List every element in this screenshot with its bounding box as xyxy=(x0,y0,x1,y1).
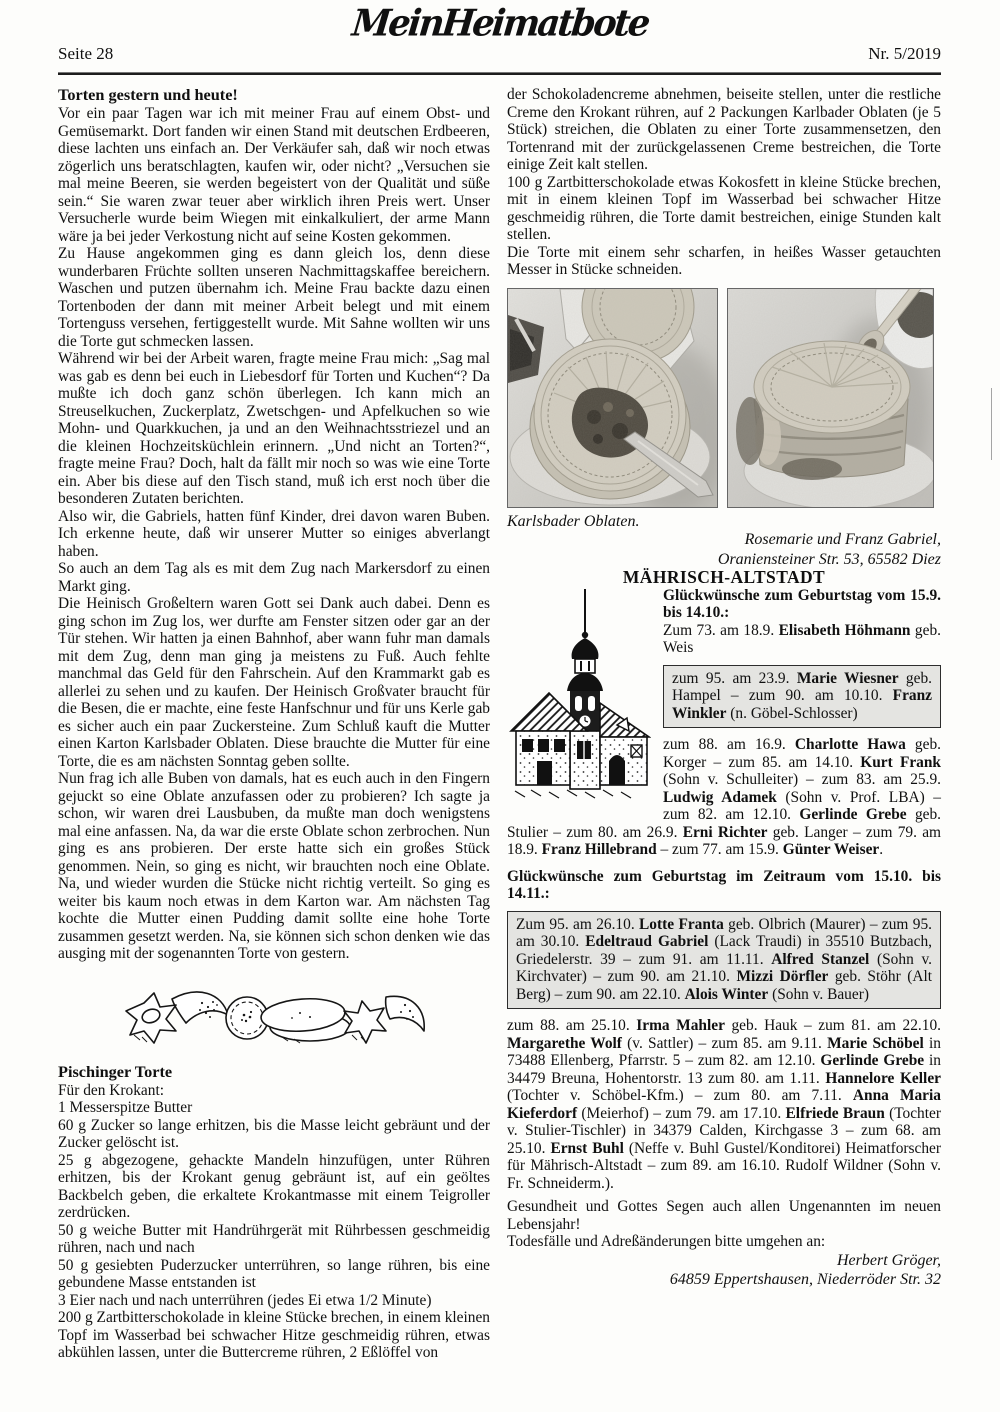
recipe-line: 50 g weiche Butter mit Handrührgerät mit Rührbessen geschmeidig rühren, nach und nach xyxy=(58,1221,490,1256)
recipe-line: 1 Messerspitze Butter xyxy=(58,1099,193,1116)
recipe-line: 3 Eier nach und nach unterrühren (jedes Ei etwa 1/2 Minute) xyxy=(58,1291,432,1309)
page-header xyxy=(58,0,941,74)
story-paragraph: Während wir bei der Arbeit waren, fragte meine Frau mich: „Sag mal was gab es denn bei euch in Liebesdorf für Torten und Kuchen“? Da mußte ich doch ganz schön überlegen. Ich kann mich an Streuselkuchen, Zuckerplatz, Zwetschgen- und Apfelkuchen so wie Mohn- und Quarkkuchen, ja und an den Weihnachtsstriezel und an die kleinen Hochzeitsküchlein erinnern. „Und nicht an Torten?“, fragte meine Frau? Doch, halt da fällt mir noch so was wie eine Torte ein. Aber bis diese auf den Tisch stand, muß ich erst noch über die besonderen Zutaten berichten. xyxy=(58,350,490,507)
photo-caption: Karlsbader Oblaten. xyxy=(507,512,640,530)
story-paragraph: Nun frag ich alle Buben von damals, hat es euch auch in den Fingern gejuckt so eine Oblate anzufassen oder zu probieren? Ich sagte ja schon, wir waren drei Lausbuben, da mußte man doch wenigstens mal eine anfassen. Na, da war die erste Oblate schon zerbrochen. Nun ging es ans probieren. Der erste hatte sich ein großes Stück genommen. Nein, so ging es nicht, wir brauchten noch eine Oblate. Na, und wieder wurden die Stücke nicht richtig verteilt. So ging es weiter bis kaum noch etwas in dem Karton war. Am nächsten Tag kochte die Mutter einen Pudding damit sollte eine hohe Torte zusammen gesetzt werden. Na, sie können sich schon denken wie das ausging mit der sogenannten Torte von gestern. xyxy=(58,770,490,962)
photo-strip xyxy=(507,288,941,508)
left-column xyxy=(58,86,490,1362)
story-body xyxy=(58,105,490,963)
two-column-body xyxy=(58,86,941,1362)
recipe-line: 50 g gesiebten Puderzucker unterrühren, so lange rühren, bis eine gebundene Masse entstanden ist xyxy=(58,1256,490,1291)
story-paragraph: Die Heinisch Großeltern waren Gott sei Dank auch dabei. Denn es ging schon im Zug los, wer durfte am Fenster sitzen oder gar an der Tür stehen. Wir hatten ja einen Bahnhof, aber wann fuhr man damals mit dem Zug, denn man ging ja meistens zu Fuß. Auch fehlte manchmal das Geld für den Fahrschein. Auf den Krammarkt gab es allerlei zu sehen und zu kaufen. Der Heinisch Großvater braucht für die Besen, die er machte, eine feste Hanfschnur und für uns Kerle gab es sicher auch ein paar Zuckersteine. Zum Schluß kauft die Mutter einen Karton Karlsbader Oblaten. Diese brauchte die Mutter für eine Torte, die es am nächsten Sonntag geben sollte. xyxy=(58,595,490,770)
recipe-paragraph: der Schokoladencreme abnehmen, beiseite stellen, unter die restliche Creme den Krokant rühren, auf 2 Packungen Karlbader Oblaten (je 5 Stück) streichen, die Oblaten zu einer Torte zusammensetzen, den Tortenrand mit der zurückgelassenen Creme bestreichen, die Torte einige Zeit kalt stellen. xyxy=(507,86,941,173)
recipe-steps xyxy=(58,1082,490,1362)
wishes-heading-1: Glückwünsche zum Geburtstag vom 15.9. bis 14.10.: xyxy=(663,586,941,621)
church-illustration xyxy=(509,589,651,807)
story-paragraph: Zu Hause angekommen ging es dann gleich los, denn diese wunderbaren Früchte sollten unseren Nachmittagskaffee bereichern. Waschen und putzen übernahm ich. Meine Frau backte dazu einen Tortenboden der dann mit meiner Arbeit belegt und mit einem Tortenguss versehen, fertiggestellt wurde. Mit Sahne wollten wir uns die Torte gut schmecken lassen. xyxy=(58,245,490,350)
highlight-box-1: zum 95. am 23.9. Marie Wiesner geb. Hampel – zum 90. am 10.10. Franz Winkler (n. Göbel-Schlosser) xyxy=(663,665,941,729)
recipe-line: 200 g Zartbitterschokolade in kleine Stücke brechen, in einem kleinen Topf im Wasserbad bei schwacher Hitze geschmeidig rühren, etwas abkühlen lassen, unter die Buttercreme rühren, 2 Eßlöffel von xyxy=(58,1309,490,1361)
wishes-heading-2: Glückwünsche zum Geburtstag im Zeitraum vom 15.10. bis 14.11.: xyxy=(507,867,941,902)
page-number: Seite 28 xyxy=(58,44,114,63)
photo-credit-address: Oraniensteiner Str. 53, 65582 Diez xyxy=(717,550,941,568)
header-rule xyxy=(58,72,941,75)
cookies-illustration xyxy=(114,975,434,1055)
story-paragraph: Vor ein paar Tagen war ich mit meiner Frau auf einem Obst- und Gemüsemarkt. Dort fanden wir einen Stand mit deutschen Erdbeeren, diese lachten uns einfach an. Der Verkäufer sah, daß wir noch etwas zögerlich uns beratschlagten, kaufen wir, oder nicht? „Versuchen sie mal meine Beeren, sie werden begeistert von der Qualität und süße sein.“ Sie waren zwar teuer aber wirklich ihren Preis wert. Unser Versucherle wurde beim Wiegen mit einkalkuliert, der arme Mann wäre ja bei jeder Verkostung nicht auf seine Kosten gekommen. xyxy=(58,105,490,245)
story-paragraph: Also wir, die Gabriels, hatten fünf Kinder, drei davon waren Buben. Ich erkenne heute, daß wir unserer Mutter so einiges abverlangt haben. xyxy=(58,507,490,560)
recipe-line: 25 g abgezogene, gehackte Mandeln hinzufügen, unter Rühren erhitzen, bis der Krokant genug gebräunt ist, auf ein geöltes Backbelch geben, die erkaltete Krokantmasse mit einem Teigroller zerdrücken. xyxy=(58,1151,490,1221)
recipe-continuation xyxy=(507,86,941,279)
scan-artifact xyxy=(991,388,992,460)
notice-text: Todesfälle und Adreßänderungen bitte umgehen an: xyxy=(507,1233,826,1250)
recipe-line: 60 g Zucker so lange erhitzen, bis die Masse leicht gebräunt und der Zucker gelöscht ist. xyxy=(58,1116,490,1151)
photo-credit-name: Rosemarie und Franz Gabriel, xyxy=(744,531,941,548)
highlight-box-2: Zum 95. am 26.10. Lotte Franta geb. Olbrich (Maurer) – zum 95. am 30.10. Edeltraud Gabriel (Lack Traudi) in 35510 Butzbach, Griedelerstr. 39 – zum 91. am 11.11. Alfred Stanzel (Sohn v. Kirchvater) – zum 90. am 21.10. Mizzi Dörfler geb. Stöhr (Alt Berg) – zum 90. am 22.10. Alois Winter (Sohn v. Bauer) xyxy=(507,911,941,1010)
blessing-text: Gesundheit und Gottes Segen auch allen Ungenannten im neuen Lebensjahr! xyxy=(507,1198,941,1233)
contact-name: Herbert Gröger, xyxy=(837,1251,941,1269)
wishes-list-1: zum 88. am 16.9. Charlotte Hawa geb. Korger – zum 85. am 14.10. Kurt Frank (Sohn v. Schulleiter) – zum 83. am 25.9. Ludwig Adamek (Sohn v. Prof. LBA) – zum 82. am 12.10. Gerlinde Grebe geb. Stulier – zum 80. am 26.9. Erni Richter geb. Langer – zum 79. am 18.9. Franz Hillebrand – zum 77. am 15.9. Günter Weiser. xyxy=(507,736,942,858)
birthday-section xyxy=(507,587,941,859)
photo-oblaten-cream xyxy=(507,288,718,508)
story-title: Torten gestern und heute! xyxy=(58,85,238,104)
contact-address: 64859 Eppertshausen, Niederröder Str. 32 xyxy=(669,1271,941,1288)
recipe-title: Pischinger Torte xyxy=(58,1061,173,1081)
right-column xyxy=(507,86,941,1362)
recipe-line: Für den Krokant: xyxy=(58,1081,165,1099)
wishes-intro: Zum 73. am 18.9. Elisabeth Höhmann geb. Weis xyxy=(663,621,942,656)
section-title: MÄHRISCH-ALTSTADT xyxy=(622,567,826,587)
masthead-logo: MeinHeimatbote xyxy=(349,1,650,46)
recipe-paragraph: 100 g Zartbitterschokolade etwas Kokosfett in kleine Stücke brechen, mit in einem kleinen Topf im Wasserbad bei schwacher Hitze geschmeidig rühren, die Torte damit bestreichen, einige Stunden kalt stellen. xyxy=(507,173,941,243)
recipe-paragraph: Die Torte mit einem sehr scharfen, in heißes Wasser getauchten Messer in Stücke schneiden. xyxy=(507,243,941,278)
issue-number: Nr. 5/2019 xyxy=(868,44,941,63)
wishes-list-2: zum 88. am 25.10. Irma Mahler geb. Hauk – zum 81. am 22.10. Margarethe Wolf (v. Sattler) – zum 85. am 9.11. Marie Schöbel in 73488 Ellenberg, Pfarrstr. 5 – zum 82. am 12.10. Gerlinde Grebe in 34479 Breuna, Hohentorstr. 13 zum 80. am 1.11. Hannelore Keller (Tochter v. Schöbel-Kfm.) – zum 80. am 7.11. Anna Maria Kieferdorf (Meierhof) – zum 79. am 17.10. Elfriede Braun (Tochter v. Stulier-Tischler) in 34379 Calden, Kirchgasse 3 – zum 68. am 25.10. Ernst Buhl (Neffe v. Buhl Gustel/Konditorei) Heimatforscher für Mährisch-Altstadt – zum 89. am 16.10. Rudolf Wildner (Sohn v. Fr. Schneiderm.). xyxy=(507,1017,942,1192)
story-paragraph: So auch an dem Tag als es mit dem Zug nach Markersdorf zu einen Markt ging. xyxy=(58,560,490,595)
photo-oblaten-torte xyxy=(727,288,934,508)
